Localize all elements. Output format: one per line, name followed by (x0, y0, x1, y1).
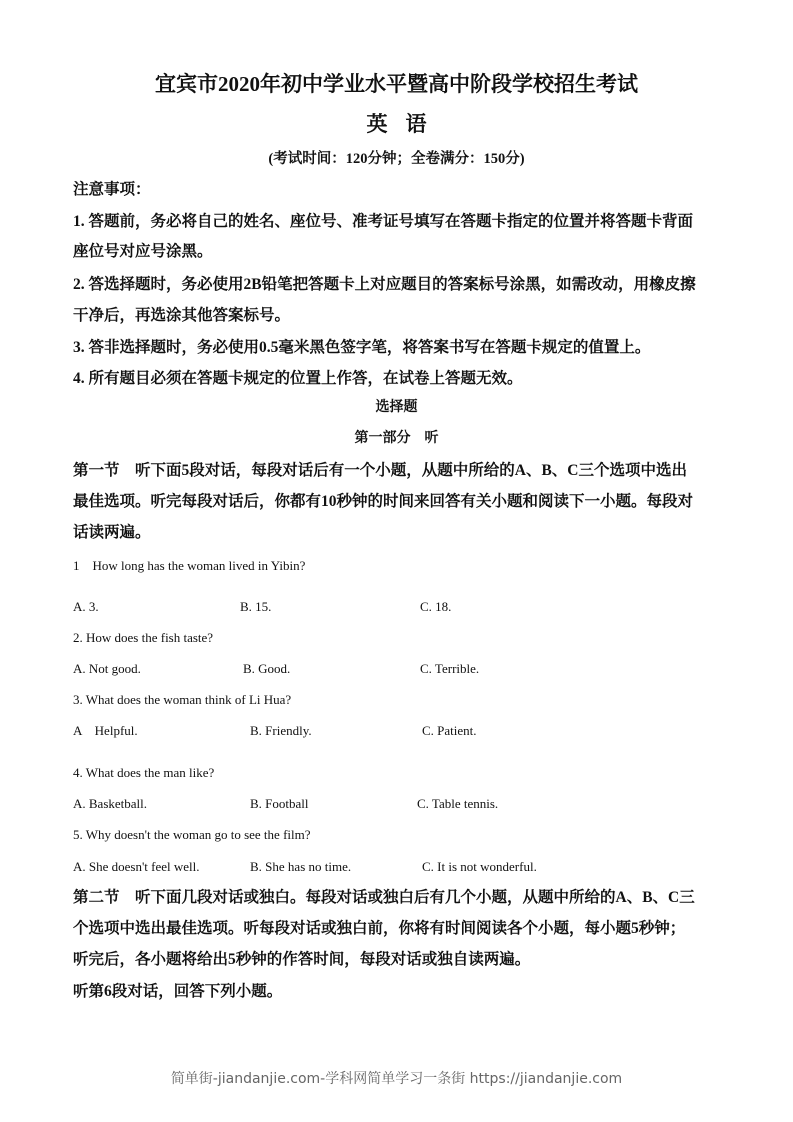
section2-instruction: 第二节 听下面几段对话或独白。每段对话或独白后有几个小题，从题中所给的A、B、C三 (73, 889, 695, 906)
option-b: B. Friendly. (250, 723, 312, 738)
section2-instruction: 听第6段对话，回答下列小题。 (73, 983, 283, 1000)
option-c: C. Table tennis. (417, 796, 499, 811)
section1-instruction: 话读两遍。 (73, 524, 151, 541)
section-heading: 选择题 (375, 400, 418, 415)
option-a: A. Basketball. (73, 796, 148, 811)
question-1: 1 How long has the woman lived in Yibin? (73, 558, 306, 573)
option-b: B. Good. (243, 661, 291, 676)
option-c: C. It is not wonderful. (422, 859, 537, 874)
question-2: 2. How does the fish taste? (73, 630, 214, 645)
notice-line: 2. 答选择题时，务必使用2B铅笔把答题卡上对应题目的答案标号涂黑，如需改动，用橡皮擦 (73, 276, 696, 293)
option-b: B. She has no time. (250, 859, 352, 874)
section2-instruction: 个选项中选出最佳选项。听每段对话或独白前，你将有时间阅读各个小题，每小题5秒钟； (73, 920, 686, 937)
notice-line: 3. 答非选择题时，务必使用0.5毫米黑色签字笔，将答案书写在答题卡规定的值置上。 (73, 339, 651, 356)
notice-line: 4. 所有题目必须在答题卡规定的位置上作答，在试卷上答题无效。 (73, 370, 523, 387)
subject-title: 英语 (366, 112, 445, 136)
option-b: B. 15. (240, 599, 272, 614)
question-5: 5. Why doesn't the woman go to see the film? (73, 827, 311, 842)
option-a: A Helpful. (73, 723, 138, 738)
section2-instruction: 听完后，各小题将给出5秒钟的作答时间，每段对话或独自读两遍。 (73, 951, 531, 968)
notice-line: 干净后，再选涂其他答案标号。 (73, 307, 291, 324)
notice-line: 1. 答题前，务必将自己的姓名、座位号、准考证号填写在答题卡指定的位置并将答题卡背面 (73, 213, 694, 230)
question-4: 4. What does the man like? (73, 765, 215, 780)
section1-instruction: 最佳选项。听完每段对话后，你都有10秒钟的时间来回答有关小题和阅读下一小题。每段对 (73, 493, 694, 510)
section1-instruction: 第一节 听下面5段对话，每段对话后有一个小题，从题中所给的A、B、C三个选项中选出 (73, 462, 687, 479)
option-a: A. 3. (73, 599, 99, 614)
option-c: C. Terrible. (420, 661, 480, 676)
option-c: C. Patient. (422, 723, 477, 738)
option-a: A. Not good. (73, 661, 141, 676)
part-heading: 第一部分 听 (354, 431, 439, 446)
option-a: A. She doesn't feel well. (73, 859, 200, 874)
exam-title: 宜宾市2020年初中学业水平暨高中阶段学校招生考试 (155, 72, 638, 96)
option-c: C. 18. (420, 599, 452, 614)
question-3: 3. What does the woman think of Li Hua? (73, 692, 292, 707)
notice-line: 座位号对应号涂黑。 (73, 243, 213, 260)
notice-heading: 注意事项： (73, 181, 151, 198)
footer-watermark: 简单街-jiandanjie.com-学科网简单学习一条街 https://jiandanjie.com (170, 1071, 623, 1087)
exam-info: (考试时间：120分钟；全卷满分：150分) (268, 151, 525, 167)
option-b: B. Football (250, 796, 309, 811)
